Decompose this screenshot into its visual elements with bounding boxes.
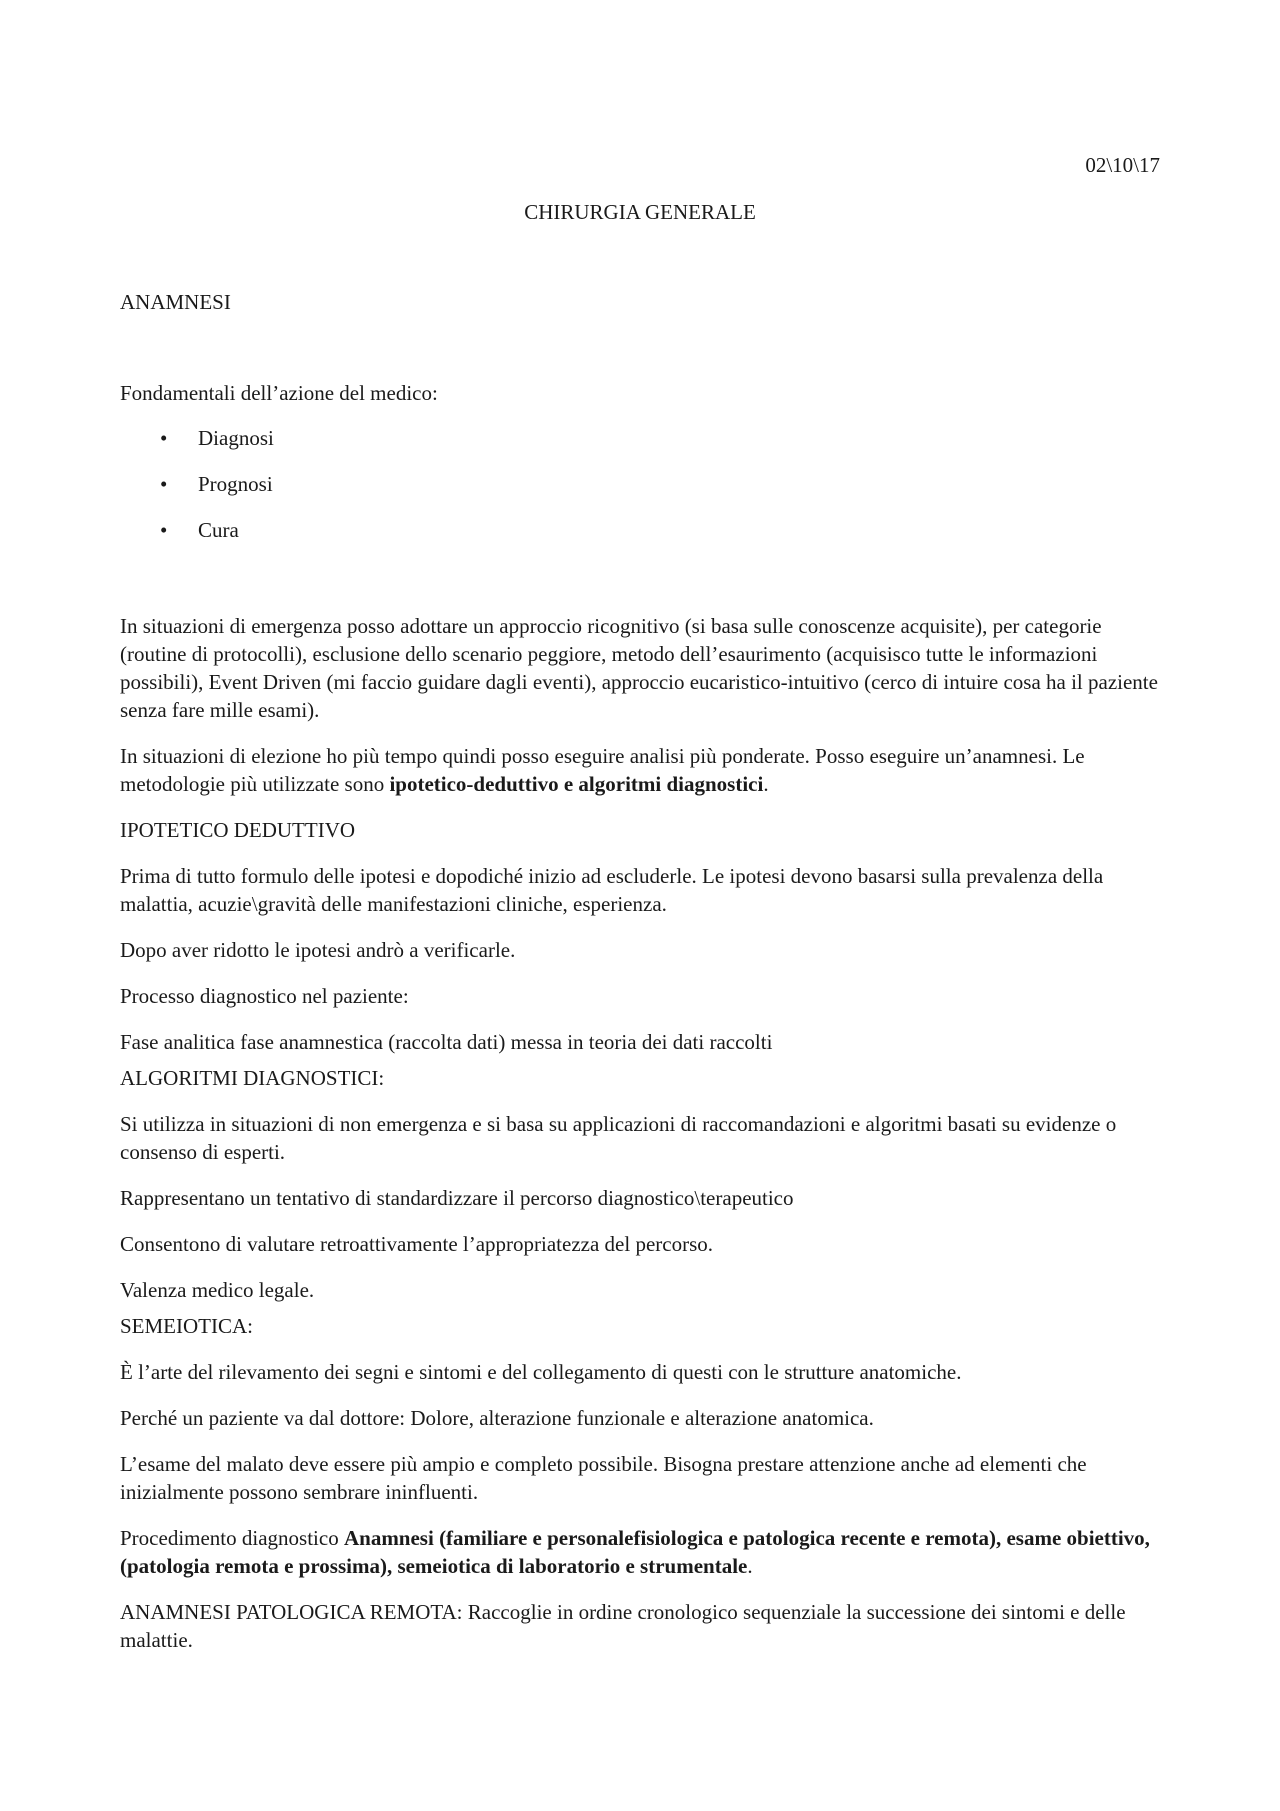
heading-ipotetico-deduttivo: IPOTETICO DEDUTTIVO — [120, 818, 356, 842]
paragraph-processo: Processo diagnostico nel paziente: — [120, 984, 409, 1008]
paragraph-arte: È l’arte del rilevamento dei segni e sintomi e del collegamento di questi con le strutture anatomiche. — [120, 1360, 962, 1384]
paragraph-retroattivamente: Consentono di valutare retroattivamente l’appropriatezza del percorso. — [120, 1232, 714, 1256]
paragraph-emergenza: In situazioni di emergenza posso adottare un approccio ricognitivo (si basa sulle conoscenze acquisite), per categorie (routine di protocolli), esclusione dello scenario peggiore, metodo dell’esaurimento (acquisisco tutte le informazioni possibili), Event Driven (mi faccio guidare dagli eventi), approccio eucaristico-intuitivo (cerco di intuire cosa ha il paziente senza fare mille esami). — [120, 614, 1158, 722]
paragraph-elezione: In situazioni di elezione ho più tempo quindi posso eseguire analisi più ponderate. Posso eseguire un’anamnesi. Le metodologie più utilizzate sono ipotetico-deduttivo e algoritmi diagnostici. — [120, 744, 1085, 796]
list-item: • Cura — [160, 518, 239, 542]
paragraph-verifica: Dopo aver ridotto le ipotesi andrò a verificarle. — [120, 938, 516, 962]
document-title: CHIRURGIA GENERALE — [524, 200, 756, 224]
paragraph-esame-malato: L’esame del malato deve essere più ampio e completo possibile. Bisogna prestare attenzione anche ad elementi che inizialmente possono sembrare ininfluenti. — [120, 1452, 1087, 1504]
bullet-list — [120, 424, 1160, 544]
bullet-icon: • — [160, 472, 168, 496]
paragraph-procedimento: Procedimento diagnostico Anamnesi (familiare e personalefisiologica e patologica recente e remota), esame obiettivo,(patologia remota e prossima), semeiotica di laboratorio e strumentale. — [120, 1526, 1150, 1578]
document-date: 02\10\17 — [1085, 153, 1160, 177]
paragraph-perche: Perché un paziente va dal dottore: Dolore, alterazione funzionale e alterazione anatomica. — [120, 1406, 874, 1430]
paragraph-ipotesi: Prima di tutto formulo delle ipotesi e dopodiché inizio ad escluderle. Le ipotesi devono basarsi sulla prevalenza della malattia, acuzie\gravità delle manifestazioni cliniche, esperienza. — [120, 864, 1104, 916]
intro-line: Fondamentali dell’azione del medico: — [120, 381, 438, 405]
spacer — [120, 562, 1160, 612]
bold-metodologie: ipotetico-deduttivo e algoritmi diagnostici — [389, 772, 764, 796]
list-item: • Prognosi — [160, 472, 273, 496]
bullet-icon: • — [160, 518, 168, 542]
paragraph-fase-analitica: Fase analitica fase anamnestica (raccolta dati) messa in teoria dei dati raccolti — [120, 1030, 773, 1054]
paragraph-anamnesi-remota: ANAMNESI PATOLOGICA REMOTA: Raccoglie in ordine cronologico sequenziale la successione dei sintomi e delle malattie. — [120, 1600, 1126, 1652]
paragraph-non-emergenza: Si utilizza in situazioni di non emergenza e si basa su applicazioni di raccomandazioni e algoritmi basati su evidenze o consenso di esperti. — [120, 1112, 1117, 1164]
paragraph-standardizzare: Rappresentano un tentativo di standardizzare il percorso diagnostico\terapeutico — [120, 1186, 794, 1210]
document-body — [120, 379, 1160, 1672]
heading-semeiotica: SEMEIOTICA: — [120, 1314, 253, 1338]
document-page — [120, 0, 1160, 1811]
bullet-icon: • — [160, 426, 168, 450]
paragraph-valenza: Valenza medico legale. — [120, 1278, 315, 1302]
heading-algoritmi-diagnostici: ALGORITMI DIAGNOSTICI: — [120, 1066, 385, 1090]
list-item: • Diagnosi — [160, 426, 274, 450]
bold-procedimento: Anamnesi (familiare e personalefisiologica e patologica recente e remota), esame obiettivo,(patologia remota e prossima), semeiotica di laboratorio e strumentale — [120, 1526, 1150, 1578]
section-heading-anamnesi: ANAMNESI — [120, 290, 231, 314]
